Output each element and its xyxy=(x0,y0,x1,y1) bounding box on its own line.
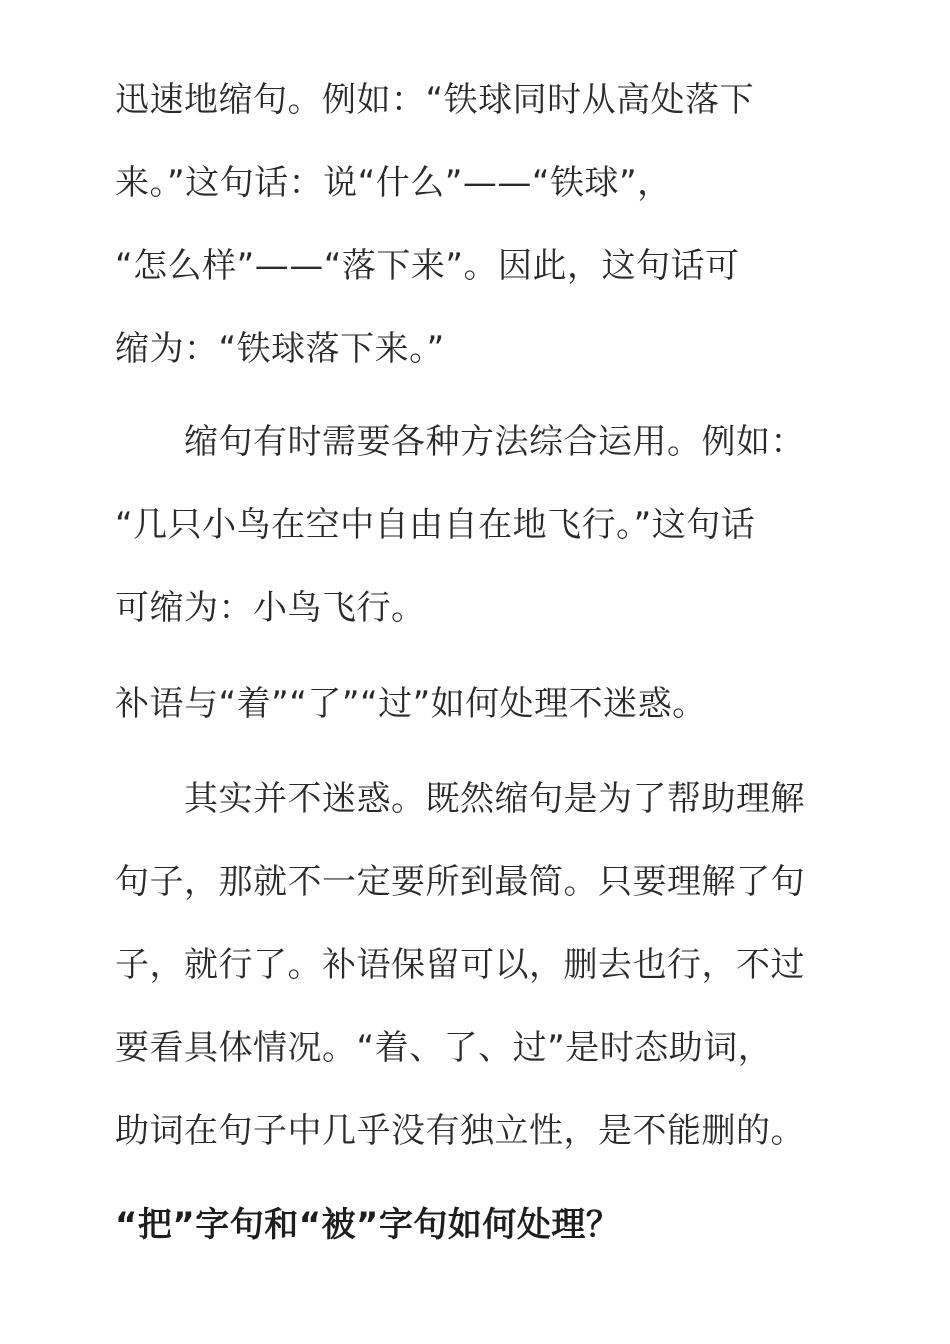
text-line: 缩句有时需要各种方法综合运用。例如： xyxy=(115,422,805,462)
text-line: 其实并不迷惑。既然缩句是为了帮助理解 xyxy=(115,779,805,819)
text-line: “几只小鸟在空中自由自在地飞行。”这句话 xyxy=(115,505,756,545)
text-line: 要看具体情况。“着、了、过”是时态助词， xyxy=(115,1028,773,1068)
section-heading: 补语与“着”“了”“过”如何处理不迷惑。 xyxy=(115,684,707,724)
text-line: 句子，那就不一定要所到最简。只要理解了句 xyxy=(115,862,805,902)
text-line: 子，就行了。补语保留可以，删去也行，不过 xyxy=(115,945,805,985)
text-line: 可缩为：小鸟飞行。 xyxy=(115,588,426,628)
text-line: 缩为：“铁球落下来。” xyxy=(115,329,445,369)
text-line: “怎么样”——“落下来”。因此，这句话可 xyxy=(115,246,740,286)
text-line: 迅速地缩句。例如：“铁球同时从高处落下 xyxy=(115,80,755,120)
text-line: 助词在句子中几乎没有独立性，是不能删的。 xyxy=(115,1111,805,1151)
bold-heading: “把”字句和“被”字句如何处理？ xyxy=(115,1205,621,1245)
text-line: 来。”这句话：说“什么”——“铁球”， xyxy=(115,163,672,203)
